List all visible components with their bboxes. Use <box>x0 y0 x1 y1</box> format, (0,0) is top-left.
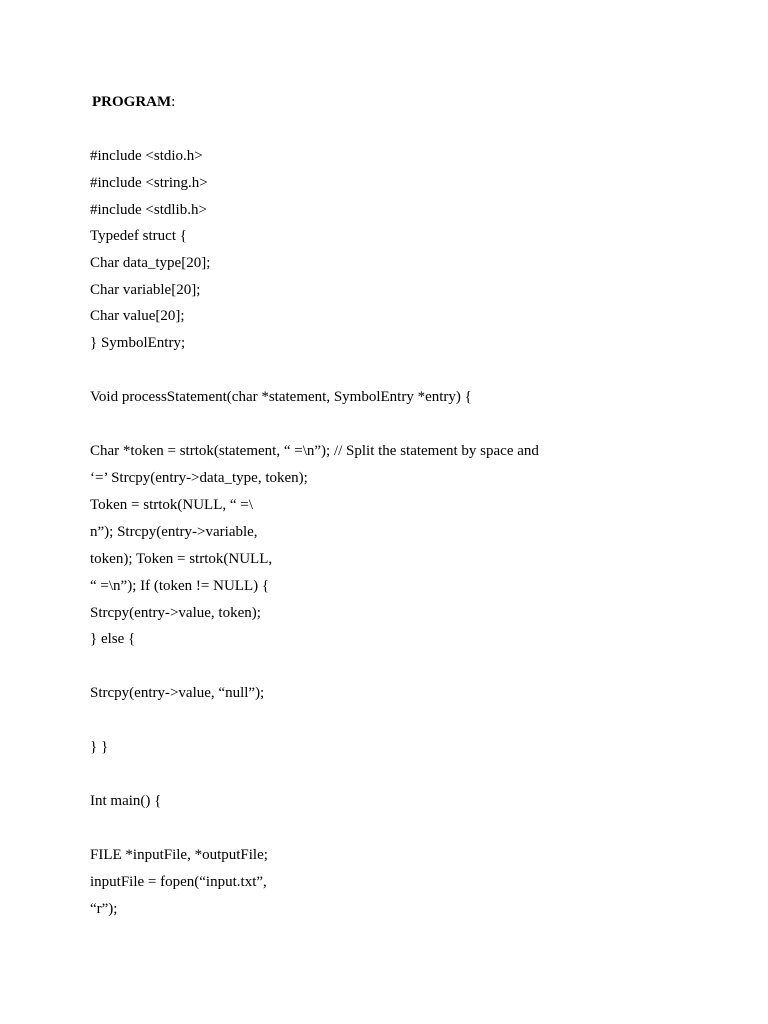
code-line: } SymbolEntry; <box>90 335 186 351</box>
code-line: #include <stdio.h> <box>90 148 203 164</box>
code-line: inputFile = fopen(“input.txt”, <box>90 874 267 890</box>
code-line: FILE *inputFile, *outputFile; <box>90 847 268 863</box>
code-line: Int main() { <box>90 793 162 809</box>
code-line: } } <box>90 739 109 755</box>
code-line: Typedef struct { <box>90 228 187 244</box>
program-heading <box>92 92 175 112</box>
code-line: n”); Strcpy(entry->variable, <box>90 524 258 540</box>
code-line: “r”); <box>90 901 118 917</box>
code-line: “ =\n”); If (token != NULL) { <box>90 578 270 594</box>
program-heading-colon: : <box>171 94 176 110</box>
code-line: Strcpy(entry->value, “null”); <box>90 685 265 701</box>
code-line: Char data_type[20]; <box>90 255 211 271</box>
code-line: Token = strtok(NULL, “ =\ <box>90 497 253 513</box>
code-line: ‘=’ Strcpy(entry->data_type, token); <box>90 470 308 486</box>
code-line: } else { <box>90 631 136 647</box>
code-line: #include <stdlib.h> <box>90 202 207 218</box>
code-line: Strcpy(entry->value, token); <box>90 605 261 621</box>
code-line: Char value[20]; <box>90 308 185 324</box>
code-line: Void processStatement(char *statement, SymbolEntry *entry) { <box>90 389 472 405</box>
code-line: Char variable[20]; <box>90 282 201 298</box>
code-line: #include <string.h> <box>90 175 208 191</box>
code-line: Char *token = strtok(statement, “ =\n”); // Split the statement by space and <box>90 443 539 459</box>
code-line: token); Token = strtok(NULL, <box>90 551 273 567</box>
program-heading-label: PROGRAM <box>92 94 172 110</box>
